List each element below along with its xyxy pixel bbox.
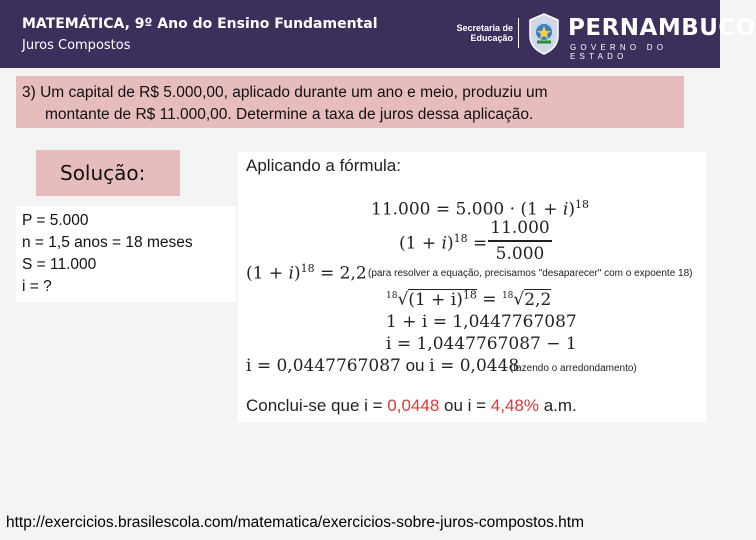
radicand-left: $(1 + i)^{18}$ [408, 288, 477, 310]
formula-heading: Aplicando a fórmula: [246, 156, 401, 175]
logo-subtitle: GOVERNO DO ESTADO [570, 43, 668, 61]
state-crest-icon [524, 12, 564, 56]
secretaria-line2: Educação [470, 33, 513, 43]
equation-3-note: (para resolver a equação, precisamos "desaparecer" com o expoente 18) [368, 268, 693, 279]
fraction-bar [488, 240, 552, 242]
radical-right-icon: √ [513, 289, 525, 310]
given-period: n = 1,5 anos = 18 meses [22, 234, 193, 251]
equation-2-left: $(1 + i)^{18}$ = [399, 232, 488, 254]
equation-7-note: (fazendo o arredondamento) [510, 363, 637, 374]
conclusion: Conclui-se que i = 0,0448 ou i = 4,48% a.m. [246, 396, 577, 415]
logo-name: PERNAMBUCO [568, 15, 756, 41]
equation-7: i = 0,0447767087 ou i = 0,0448 [246, 356, 520, 376]
equation-3: $(1 + i)^{18} = 2,2$ [246, 262, 367, 284]
equation-5: 1 + i = 1,0447767087 [386, 312, 577, 332]
formula-panel [238, 152, 706, 422]
equation-4: $^{18}√(1 + i)^{18} = ^{18}√2,2$ [386, 288, 552, 310]
question-line-2: montante de R$ 11.000,00. Determine a taxa de juros dessa aplicação. [45, 106, 534, 123]
given-amount: S = 11.000 [22, 256, 97, 273]
question-box [16, 76, 684, 128]
given-rate: i = ? [22, 278, 52, 295]
equation-1: $11.000 = 5.000 \cdot (1 + i)^{18}$ [371, 198, 589, 220]
fraction-numerator: 11.000 [490, 218, 550, 238]
equation-6: i = 1,0447767087 − 1 [386, 334, 577, 354]
root-index-left: 18 [386, 291, 398, 301]
source-url[interactable]: http://exercicios.brasilescola.com/matematica/exercicios-sobre-juros-compostos.htm [6, 514, 585, 531]
radicand-right: 2,2 [524, 289, 552, 310]
secretaria-label [455, 23, 513, 43]
givens-box [16, 206, 236, 302]
radical-left-icon: √ [397, 289, 409, 310]
solution-label-box [36, 150, 180, 196]
equation-2-fraction [488, 218, 552, 264]
header-banner [0, 0, 756, 68]
secretaria-line1: Secretaria de [456, 23, 513, 33]
question-line-1: 3) Um capital de R$ 5.000,00, aplicado durante um ano e meio, produziu um [22, 84, 548, 101]
conclusion-value-decimal: 0,0448 [387, 396, 440, 415]
root-index-right: 18 [501, 291, 514, 301]
header-subtitle: Juros Compostos [22, 38, 131, 53]
fraction-denominator: 5.000 [495, 243, 545, 264]
conclusion-value-percent: 4,48% [490, 396, 539, 415]
solution-label: Solução: [60, 161, 146, 185]
given-principal: P = 5.000 [22, 212, 89, 229]
header-title: MATEMÁTICA, 9º Ano do Ensino Fundamental [22, 16, 378, 32]
header-divider [518, 18, 519, 48]
